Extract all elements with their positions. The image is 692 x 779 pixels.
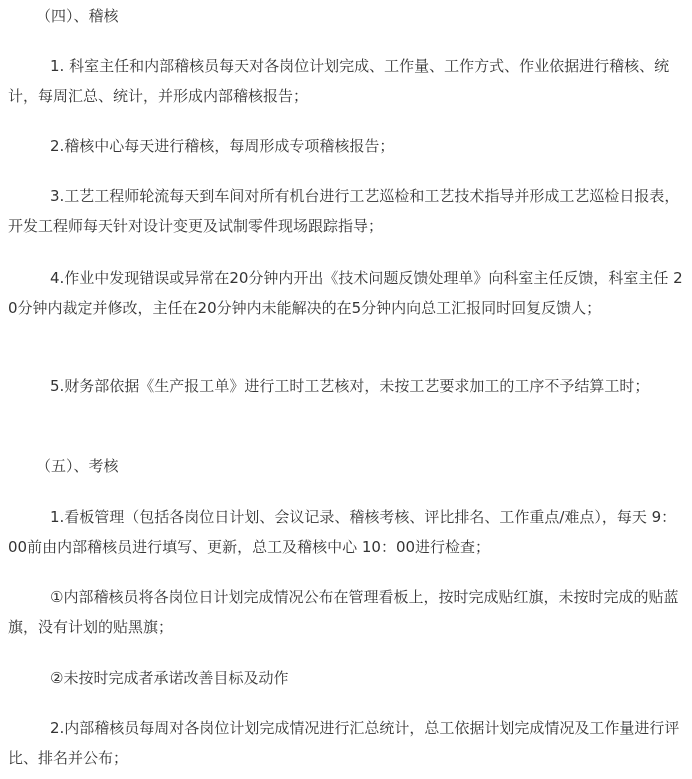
audit-item-5: 5.财务部依据《生产报工单》进行工时工艺核对，未按工艺要求加工的工序不予结算工时； <box>50 377 650 395</box>
assessment-subitem-2: ②未按时完成者承诺改善目标及动作 <box>50 669 289 687</box>
assessment-subitem-1: ①内部稽核员将各岗位日计划完成情况公布在管理看板上，按时完成贴红旗，未按时完成的贴蓝旗，没有计划的贴黑旗； <box>8 588 679 636</box>
audit-item-4: 4.作业中发现错误或异常在20分钟内开出《技术问题反馈处理单》向科室主任反馈，科室主任 20分钟内裁定并修改，主任在20分钟内未能解决的在5分钟内向总工汇报同时回复反馈人； <box>8 269 683 317</box>
audit-item-1: 1. 科室主任和内部稽核员每天对各岗位计划完成、工作量、工作方式、作业依据进行稽核、统计，每周汇总、统计，并形成内部稽核报告； <box>8 57 670 105</box>
audit-item-2: 2.稽核中心每天进行稽核，每周形成专项稽核报告； <box>50 137 395 155</box>
audit-item-3: 3.工艺工程师轮流每天到车间对所有机台进行工艺巡检和工艺技术指导并形成工艺巡检日报表，开发工程师每天针对设计变更及试制零件现场跟踪指导； <box>8 187 680 235</box>
assessment-item-2: 2.内部稽核员每周对各岗位计划完成情况进行汇总统计，总工依据计划完成情况及工作量进行评比、排名并公布； <box>8 719 680 767</box>
section-heading-assessment: （五）、考核 <box>36 457 119 475</box>
assessment-item-1: 1.看板管理（包括各岗位日计划、会议记录、稽核考核、评比排名、工作重点/难点），每天 9：00前由内部稽核员进行填写、更新，总工及稽核中心 10：00进行检查； <box>8 508 677 556</box>
section-heading-audit: （四）、稽核 <box>36 7 119 25</box>
